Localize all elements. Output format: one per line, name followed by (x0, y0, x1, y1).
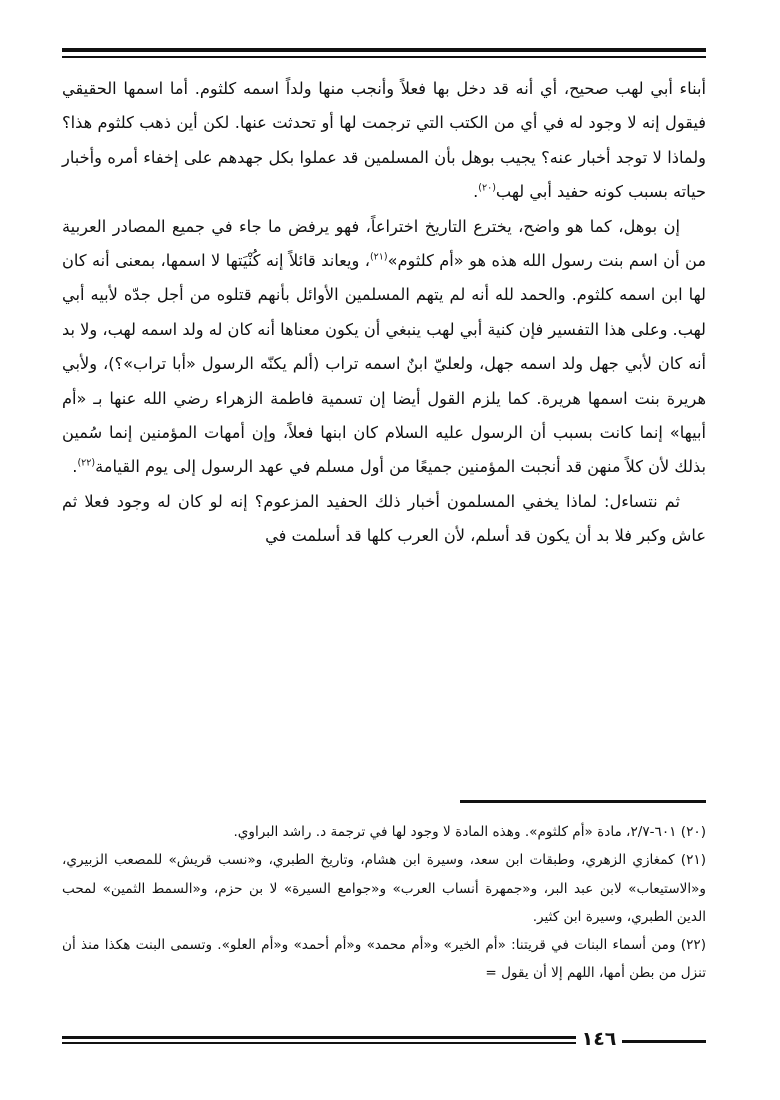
paragraph-2-text-a: إن بوهل، كما هو واضح، يخترع التاريخ اختراعاً، فهو يرفض ما جاء في جميع المصادر العربية من أن اسم بنت رسول الله هذه هو «أم كلثوم» (62, 216, 706, 271)
page-number: ١٤٦ (581, 1028, 617, 1050)
footnote-ref-21[interactable]: (٢١) (369, 251, 388, 263)
footnote-20: (٢٠) ٦٠١-٢/٧، مادة «أم كلثوم». وهذه المادة لا وجود لها في ترجمة د. راشد البراوي. (233, 824, 706, 840)
paragraph-2 (62, 210, 706, 485)
paragraph-2-tail: . (72, 457, 78, 477)
paragraph-3-text: ثم نتساءل: لماذا يخفي المسلمون أخبار ذلك الحفيد المزعوم؟ إنه لو كان له وجود فعلا ثم عاش وكبر فلا بد أن يكون قد أسلم، لأن العرب كلها قد أسلمت في (62, 491, 706, 546)
bottom-rule-thin (62, 1042, 576, 1044)
bottom-rule-thick (62, 1036, 576, 1039)
paragraph-2-text-b: ، ويعاند قائلاً إنه كُنْيَتها لا اسمها، بمعنى أنه كان لها ابن اسمه كلثوم. والحمد لله أنه لم يتهم المسلمين الأوائل بأنهم قتلوه من أجل جدّه لأبيه أبي لهب. وعلى هذا التفسير فإن كنية أبي لهب ينبغي أن يكون معناها أنه كان له ولد اسمه لهب، ولا بد أنه كان لأبي جهل ولد اسمه جهل، ولعليّ ابنٌ اسمه تراب (ألم يكنّه الرسول «أبا تراب»؟)، ولأبي هريرة بنت اسمها هريرة. كما يلزم القول أيضا إن تسمية فاطمة الزهراء رضي الله عنها بـ «أم أبيها» إنما كانت بسبب أن الرسول عليه السلام كان ابنها فعلاً، وإن أمهات المؤمنين إنما سُمين بذلك لأن كلاً منهن قد أنجبت المؤمنين جميعًا من أول مسلم في عهد الرسول إلى يوم القيامة (62, 251, 706, 477)
footnote-separator (460, 800, 706, 803)
top-rule-thin (62, 56, 706, 58)
paragraph-3 (62, 485, 706, 554)
body-text (62, 72, 706, 554)
footnotes (62, 818, 706, 988)
paragraph-1 (62, 72, 706, 210)
top-rule-thick (62, 48, 706, 52)
bottom-rule-right (622, 1040, 706, 1043)
footnote-21: (٢١) كمغازي الزهري، وطبقات ابن سعد، وسيرة ابن هشام، وتاريخ الطبري، و«نسب قريش» للمصعب الزبيري، و«الاستيعاب» لابن عبد البر، و«جمهرة أنساب العرب» و«جوامع السيرة» لا بن حزم، و«السمط الثمين» لمحب الدين الطبري، وسيرة ابن كثير. (62, 852, 706, 925)
footnote-ref-22[interactable]: (٢٢) (77, 458, 96, 470)
paragraph-1-tail: . (473, 182, 479, 202)
paragraph-1-text: أبناء أبي لهب صحيح، أي أنه قد دخل بها فعلاً وأنجب منها ولداً اسمه كلثوم. أما اسمها الحقيقي فيقول إنه لا وجود له في أي من الكتب التي ترجمت لها أو تحدثت عنها. لكن أين ذهب كلثوم هذا؟ ولماذا لا توجد أخبار عنه؟ يجيب بوهل بأن المسلمين قد عملوا بكل جهدهم على إخفاء أمره وأخبار حياته بسبب كونه حفيد أبي لهب (62, 79, 706, 202)
footnote-ref-20[interactable]: (٢٠) (478, 182, 496, 194)
footnote-22: (٢٢) ومن أسماء البنات في قريتنا: «أم الخير» و«أم محمد» و«أم أحمد» و«أم العلو». وتسمى البنت هكذا منذ أن تنزل من بطن أمها، اللهم إلا أن يقول = (62, 937, 706, 982)
